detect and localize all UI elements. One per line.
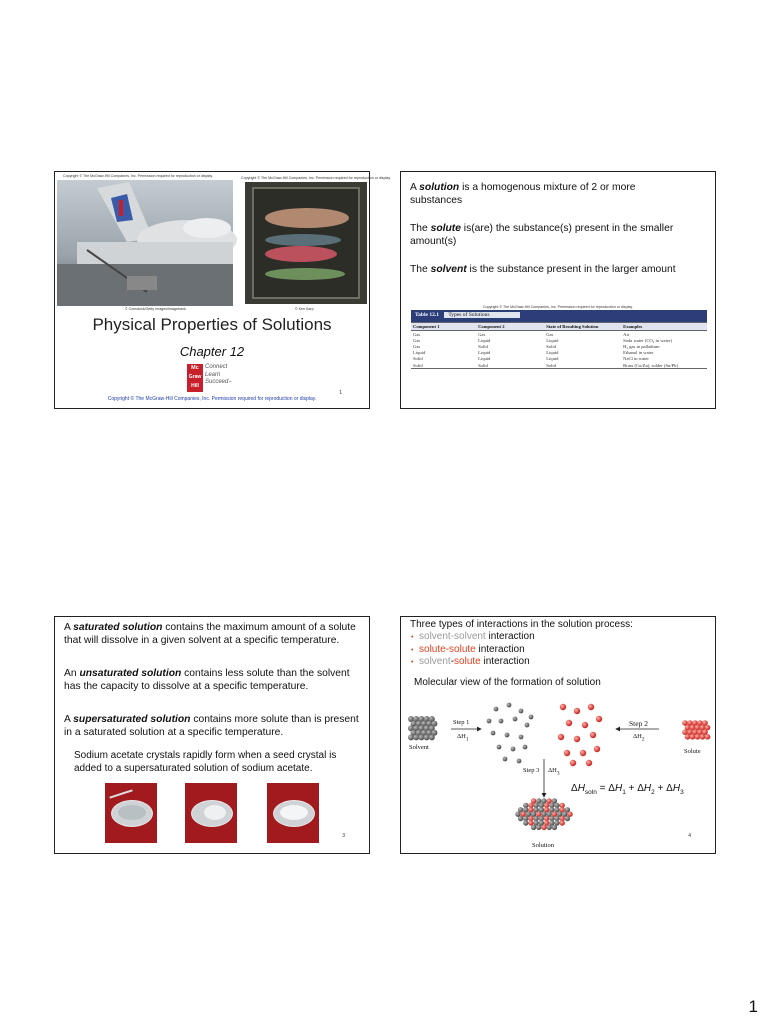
- solute-label: Solute: [684, 748, 701, 755]
- solutions-table: [411, 310, 707, 369]
- solute-definition: [410, 222, 700, 249]
- tagline-succeed: Succeed: [205, 379, 229, 385]
- interaction-solvent-solute: [411, 656, 535, 669]
- bullet-text-grey: solvent: [419, 656, 451, 667]
- eq-plus: +: [625, 783, 638, 794]
- solvent-molecule: [487, 719, 492, 724]
- term-solution: solution: [419, 182, 460, 193]
- solute-cluster: [682, 720, 710, 739]
- petri-dish-2: [191, 800, 233, 827]
- eq-delta: Δ: [571, 783, 578, 794]
- solute-molecule: [574, 708, 580, 714]
- footer-copyright: Copyright © The McGraw-Hill Companies, Inc. Permission required for reproduction or display.: [107, 396, 317, 402]
- dish-photo-1: [105, 783, 157, 843]
- solutions-data-table: [411, 322, 707, 369]
- solvent-separated: [487, 703, 534, 764]
- table-label: Table 12.1: [415, 312, 439, 318]
- molecular-view-heading: Molecular view of the formation of solution: [414, 677, 601, 688]
- cell: Solid: [478, 343, 488, 349]
- cell: Liquid: [478, 356, 491, 362]
- dh-symbol: ΔH: [548, 767, 557, 774]
- dh-sub: 2: [641, 736, 645, 743]
- solution-molecule: [531, 825, 536, 830]
- term-supersaturated: supersaturated solution: [73, 714, 191, 725]
- term-solute: solute: [430, 223, 461, 234]
- cell: Liquid: [413, 350, 426, 356]
- solute-molecule: [690, 734, 696, 740]
- eq-sub-soln: soln: [584, 789, 597, 796]
- step1-dh: [457, 733, 469, 742]
- copyright-right: Copyright © The McGraw-Hill Companies, Inc. Permission required for reproduction or display.: [241, 176, 391, 180]
- table-row: [411, 362, 707, 369]
- solvent-molecule: [503, 757, 508, 762]
- logo-hill: Hill: [191, 383, 199, 389]
- solution-molecule: [536, 825, 541, 830]
- eq-delta: Δ: [666, 783, 673, 794]
- cell: Soda water (CO₂ in water): [623, 337, 672, 343]
- sodium-acetate-caption: Sodium acetate crystals rapidly form when a seed crystal is added to a supersaturated solution of sodium acetate.: [74, 750, 337, 774]
- solute-molecule: [586, 760, 592, 766]
- text-b: contains more solute than is present in a saturated solution at a specific temperature.: [64, 714, 359, 739]
- solvent-definition: [410, 263, 700, 276]
- cell: NaCl in water: [623, 356, 649, 362]
- solvent-molecule: [529, 715, 534, 720]
- text-a: A: [64, 622, 74, 633]
- unsaturated-definition: [64, 667, 362, 694]
- petri-dish-1: [111, 800, 153, 827]
- solvent-molecule: [505, 733, 510, 738]
- dish-photo-2: [185, 783, 237, 843]
- solvent-molecule: [513, 717, 518, 722]
- colored-layers-illustration: [245, 182, 367, 304]
- seed-rod: [109, 789, 132, 798]
- step1-label: Step 1: [453, 719, 470, 726]
- enthalpy-equation: [571, 783, 684, 796]
- slide-2: [400, 171, 716, 409]
- solvent-molecule: [424, 734, 430, 740]
- slide-1: [54, 171, 391, 409]
- cell: Liquid: [546, 337, 559, 343]
- table-caption: [411, 310, 707, 322]
- table-row: [411, 331, 707, 338]
- bullet: •: [411, 646, 414, 654]
- step3-dh: [548, 767, 560, 776]
- text-a: The: [410, 223, 431, 234]
- photo-credit-left: © Comstock/Getty Images/Imagebank: [125, 307, 186, 311]
- solution-molecule: [552, 825, 557, 830]
- bullet-text: interaction: [475, 643, 525, 655]
- logo-tm: ™: [228, 380, 232, 384]
- solute-molecule: [596, 716, 602, 722]
- bullet-text: -: [450, 656, 455, 667]
- slide-number: 1: [339, 390, 342, 396]
- cell: Liquid: [546, 350, 559, 356]
- supersaturated-definition: [64, 713, 362, 740]
- solute-molecule: [695, 734, 701, 740]
- cell: Solid: [546, 362, 556, 368]
- interactions-heading: Three types of interactions in the solution process:: [410, 619, 633, 630]
- solution-molecule: [518, 816, 523, 821]
- copyright-left: Copyright © The McGraw-Hill Companies, Inc. Permission required for reproduction or display.: [63, 174, 213, 178]
- cell: Gas: [413, 331, 421, 337]
- header-state: State of Resulting Solution: [544, 323, 621, 331]
- eq-plus: +: [654, 783, 667, 794]
- term-solvent: solvent: [430, 264, 467, 275]
- cell: Solid: [413, 362, 423, 368]
- solute-molecule: [570, 760, 576, 766]
- solvent-molecule: [494, 707, 499, 712]
- solutions-photo: [245, 182, 367, 304]
- header-component1: Component 1: [411, 323, 476, 331]
- interaction-solute-solute: [411, 644, 535, 657]
- solvent-molecule: [413, 734, 419, 740]
- solution-molecule: [560, 820, 565, 825]
- solute-molecule: [700, 734, 706, 740]
- eq-sub: 1: [622, 789, 626, 796]
- solution-definition: [410, 181, 670, 208]
- solvent-molecule: [499, 719, 504, 724]
- solution-molecule: [523, 820, 528, 825]
- bullet-text-red: solute-solute: [419, 643, 476, 655]
- bullet-text-grey: solvent-solvent: [419, 631, 486, 642]
- solution-molecule: [547, 825, 552, 830]
- solute-molecule: [588, 704, 594, 710]
- text-b: is the substance present in the larger amount: [466, 264, 676, 275]
- term-saturated: saturated solution: [73, 622, 163, 633]
- step2-dh: [633, 733, 645, 742]
- cell: Gas: [413, 343, 421, 349]
- dh-symbol: ΔH: [633, 733, 642, 740]
- solvent-cluster: [408, 716, 437, 740]
- step3-label: Step 3: [523, 767, 540, 774]
- tagline-connect: Connect: [205, 364, 228, 370]
- slide-4: [400, 616, 716, 854]
- solvent-molecule: [408, 734, 414, 740]
- cell: Liquid: [546, 356, 559, 362]
- bullet: •: [411, 634, 414, 641]
- cell: Brass (Cu/Zn), solder (Sn/Pb): [623, 362, 679, 368]
- dish-photo-3: [267, 783, 319, 843]
- solvent-molecule: [525, 723, 530, 728]
- text-b: contains less solute than the solvent has the capacity to dissolve at a specific temperature.: [64, 668, 350, 693]
- saturated-definition: [64, 621, 362, 648]
- table-copyright: Copyright © The McGraw-Hill Companies, Inc. Permission required for reproduction or display.: [483, 305, 633, 309]
- solute-molecule: [558, 734, 564, 740]
- bullet-text: interaction: [485, 631, 535, 642]
- cell: Solid: [546, 343, 556, 349]
- solute-molecule: [685, 734, 691, 740]
- eq-sub: 3: [680, 789, 684, 796]
- photo-credit-right: © Ken Karp: [295, 307, 314, 311]
- solvent-molecule: [507, 703, 512, 708]
- logo-mc: Mc: [191, 365, 199, 371]
- solute-separated: [558, 704, 602, 766]
- solvent-molecule: [429, 734, 435, 740]
- solute-molecule: [560, 704, 566, 710]
- slide-number: 3: [342, 833, 345, 839]
- cell: Ethanol in water: [623, 350, 654, 356]
- interaction-solvent-solvent: [411, 631, 535, 644]
- text-a: The: [410, 264, 431, 275]
- header-examples: Examples: [621, 323, 707, 331]
- text-a: An: [64, 668, 80, 679]
- slide-number: 4: [688, 833, 691, 839]
- term-unsaturated: unsaturated solution: [79, 668, 182, 679]
- eq-h: H: [577, 783, 585, 794]
- interactions-list: [411, 631, 535, 669]
- cell: Gas: [413, 337, 421, 343]
- eq-delta: Δ: [637, 783, 644, 794]
- header-component2: Component 2: [476, 323, 544, 331]
- solvent-molecule: [418, 734, 424, 740]
- solvent-molecule: [511, 747, 516, 752]
- text-b: contains the maximum amount of a solute that will dissolve in a given solvent at a specific temperature.: [64, 622, 356, 647]
- bullet: •: [411, 659, 414, 666]
- cell: Liquid: [478, 337, 491, 343]
- solute-molecule: [582, 722, 588, 728]
- bullet-text: interaction: [480, 656, 530, 667]
- solvent-molecule: [519, 735, 524, 740]
- petri-dish-3: [273, 800, 315, 827]
- dh-sub: 1: [465, 736, 469, 743]
- handout-page-number: 1: [748, 997, 758, 1016]
- solute-molecule: [566, 720, 572, 726]
- airplane-illustration: [57, 180, 233, 306]
- text-b: is(are) the substance(s) present in the smaller amount(s): [410, 223, 674, 248]
- eq-h: H: [643, 783, 652, 794]
- bullet-text-red: solute: [454, 656, 481, 667]
- solution-label: Solution: [532, 842, 555, 849]
- eq-delta: Δ: [608, 783, 615, 794]
- cell: Gas: [546, 331, 554, 337]
- cell: Liquid: [478, 350, 491, 356]
- solute-molecule: [594, 746, 600, 752]
- solution-molecule: [541, 825, 546, 830]
- table-title: Types of Solutions: [444, 312, 519, 318]
- dh-symbol: ΔH: [457, 733, 466, 740]
- solute-molecule: [574, 736, 580, 742]
- step2-label: Step 2: [629, 719, 648, 728]
- cell: Solid: [413, 356, 423, 362]
- cell: Solid: [478, 362, 488, 368]
- solution-cluster: [515, 798, 572, 830]
- eq-sub: 2: [651, 789, 655, 796]
- solvent-molecule: [497, 745, 502, 750]
- solvent-molecule: [523, 745, 528, 750]
- text-a: A: [64, 714, 74, 725]
- logo-tagline: [205, 364, 231, 387]
- solvent-molecule: [517, 759, 522, 764]
- text-b: is a homogenous mixture of 2 or more substances: [410, 182, 636, 207]
- chapter-label: Chapter 12: [179, 344, 245, 359]
- solute-molecule: [564, 750, 570, 756]
- eq-h: H: [672, 783, 681, 794]
- slide-3: [54, 616, 370, 854]
- cell: Air: [623, 331, 630, 337]
- solute-molecule: [590, 732, 596, 738]
- solvent-label: Solvent: [409, 744, 429, 751]
- eq-equals: =: [596, 783, 609, 794]
- solution-molecule: [565, 816, 570, 821]
- tagline-learn: Learn: [205, 371, 221, 378]
- text-a: A: [410, 182, 420, 193]
- solute-molecule: [705, 734, 711, 740]
- solute-molecule: [580, 750, 586, 756]
- cell: Gas: [478, 331, 486, 337]
- solvent-molecule: [491, 731, 496, 736]
- logo-graw: Graw: [188, 374, 202, 380]
- mcgraw-hill-logo: [187, 364, 203, 392]
- eq-h: H: [614, 783, 623, 794]
- cell: H₂ gas in palladium: [623, 343, 660, 349]
- solvent-molecule: [519, 709, 524, 714]
- airplane-photo: [57, 180, 233, 306]
- table-header-row: [411, 323, 707, 331]
- dh-sub: 3: [556, 770, 560, 777]
- slide-title: Physical Properties of Solutions: [92, 315, 332, 334]
